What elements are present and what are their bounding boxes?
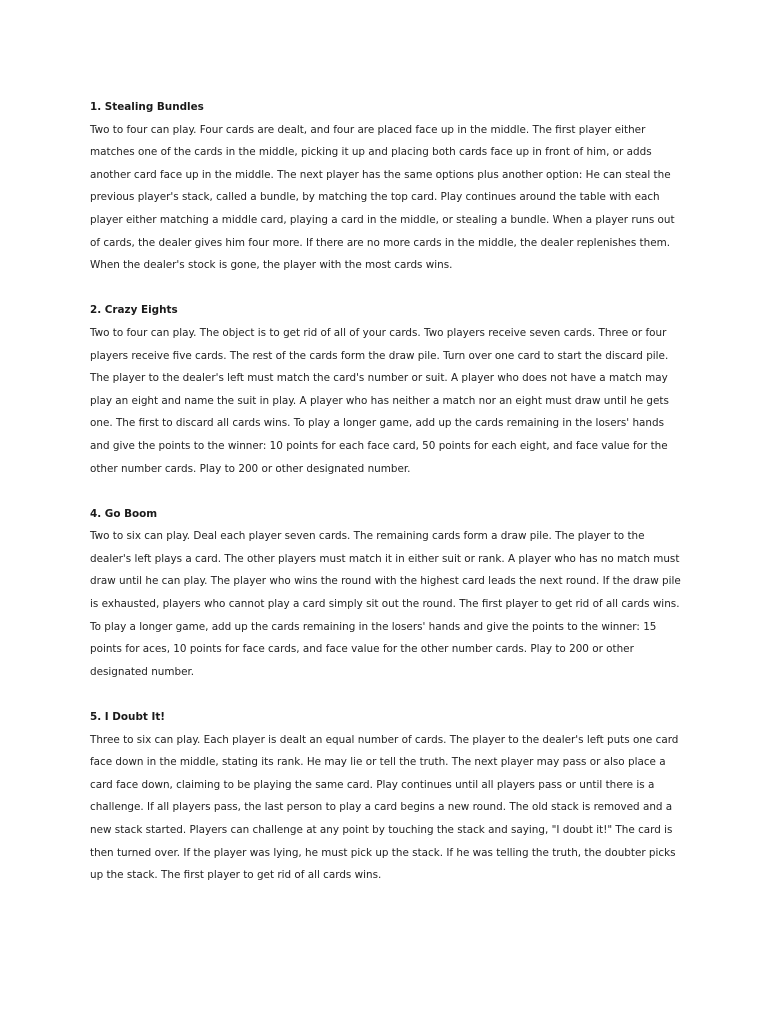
section-stealing-bundles xyxy=(90,96,682,277)
document-content xyxy=(90,96,682,909)
section-i-doubt-it xyxy=(90,706,682,887)
section-title: 1. Stealing Bundles xyxy=(90,101,204,113)
section-title: 2. Crazy Eights xyxy=(90,304,178,317)
section-body: Two to four can play. Four cards are dealt, and four are placed face up in the middle. The first player either matches one of the cards in the middle, picking it up and placing both cards face up in front of him, or adds another card face up in the middle. The next player has the same options plus another option: He can steal the previous player's stack, called a bundle, by matching the top card. Play continues around the table with each player either matching a middle card, playing a card in the middle, or stealing a bundle. When a player runs out of cards, the dealer gives him four more. If there are no more cards in the middle, the dealer replenishes them. When the dealer's stock is gone, the player with the most cards wins. xyxy=(90,123,675,272)
section-title: 5. I Doubt It! xyxy=(90,711,166,724)
section-body: Three to six can play. Each player is dealt an equal number of cards. The player to the dealer's left puts one card face down in the middle, stating its rank. He may lie or tell the truth. The next player may pass or also place a card face down, claiming to be playing the same card. Play continues until all players pass or until there is a challenge. If all players pass, the last person to play a card begins a new round. The old stack is removed and a new stack started. Players can challenge at any point by touching the stack and saying, "I doubt it!" The card is then turned over. If the player was lying, he must pick up the stack. If he was telling the truth, the doubter picks up the stack. The first player to get rid of all cards wins. xyxy=(90,733,679,882)
section-go-boom xyxy=(90,503,682,684)
section-body: Two to four can play. The object is to get rid of all of your cards. Two players receive seven cards. Three or four players receive five cards. The rest of the cards form the draw pile. Turn over one card to start the discard pile. The player to the dealer's left must match the card's number or suit. A player who does not have a match may play an eight and name the suit in play. A player who has neither a match nor an eight must draw until he gets one. The first to discard all cards wins. To play a longer game, add up the cards remaining in the losers' hands and give the points to the winner: 10 points for each face card, 50 points for each eight, and face value for the other number cards. Play to 200 or other designated number. xyxy=(90,326,669,475)
section-crazy-eights xyxy=(90,299,682,480)
section-body: Two to six can play. Deal each player seven cards. The remaining cards form a draw pile. The player to the dealer's left plays a card. The other players must match it in either suit or rank. A player who has no match must draw until he can play. The player who wins the round with the highest card leads the next round. If the draw pile is exhausted, players who cannot play a card simply sit out the round. The first player to get rid of all cards wins. To play a longer game, add up the cards remaining in the losers' hands and give the points to the winner: 15 points for aces, 10 points for face cards, and face value for the other number cards. Play to 200 or other designated number. xyxy=(90,530,681,678)
section-title: 4. Go Boom xyxy=(90,507,158,520)
